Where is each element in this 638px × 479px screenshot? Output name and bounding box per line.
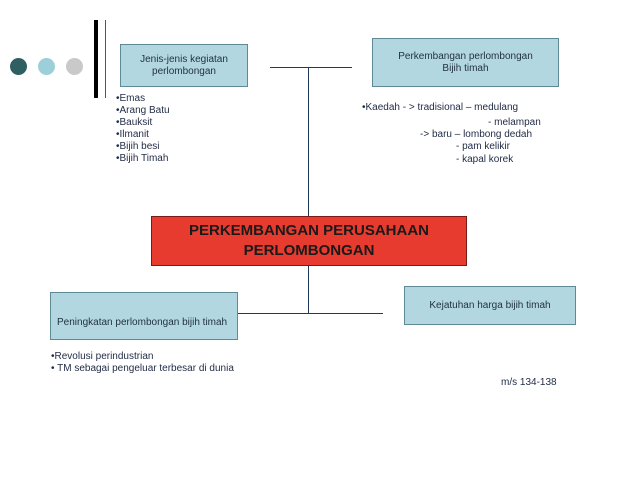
box-kejatuhan-harga — [404, 286, 576, 325]
box-perkembangan-title-line1: Perkembangan perlombongan — [398, 50, 533, 62]
note-kapal-korek: - kapal korek — [456, 154, 514, 165]
box-perkembangan-bijih-timah — [372, 38, 559, 87]
list-item: •Bauksit — [116, 117, 153, 128]
note-pam-kelikir: - pam kelikir — [456, 141, 510, 152]
list-item: • TM sebagai pengeluar terbesar di dunia — [51, 363, 234, 374]
list-item: •Emas — [116, 93, 146, 104]
list-peningkatan — [51, 351, 234, 375]
decor-dot-dark — [10, 58, 27, 75]
list-item: •Revolusi perindustrian — [51, 351, 154, 362]
connector-bottom-vertical — [308, 266, 309, 313]
page-reference: m/s 134-138 — [501, 377, 557, 388]
connector-bottom-horizontal — [238, 313, 383, 314]
decor-bar-thin — [105, 20, 106, 98]
decor-dot-gray — [66, 58, 83, 75]
box-peningkatan-title: Peningkatan perlombongan bijih timah — [57, 317, 228, 328]
decor-bar-thick — [94, 20, 98, 98]
box-jenis-kegiatan-title-line1: Jenis-jenis kegiatan — [140, 53, 228, 65]
list-item: •Bijih besi — [116, 141, 160, 152]
box-jenis-kegiatan-title-line2: perlombongan — [152, 65, 216, 77]
decor-dot-light-blue — [38, 58, 55, 75]
list-item: •Arang Batu — [116, 105, 170, 116]
note-melampan: - melampan — [488, 117, 541, 128]
central-title-box — [151, 216, 467, 266]
box-jenis-kegiatan — [120, 44, 248, 87]
list-jenis-kegiatan — [116, 93, 170, 165]
connector-top-vertical — [308, 68, 309, 216]
note-kaedah: •Kaedah - > tradisional – medulang — [362, 102, 519, 113]
box-perkembangan-title-line2: Bijih timah — [442, 62, 489, 74]
box-peningkatan — [50, 292, 238, 340]
list-item: •Ilmanit — [116, 129, 149, 140]
central-title-line1: PERKEMBANGAN PERUSAHAAN — [188, 222, 429, 239]
central-title-line2: PERLOMBONGAN — [243, 242, 375, 259]
box-kejatuhan-title: Kejatuhan harga bijih timah — [429, 299, 551, 311]
note-baru: -> baru – lombong dedah — [420, 129, 533, 140]
list-item: •Bijih Timah — [116, 153, 169, 164]
connector-top-horizontal — [270, 67, 352, 68]
